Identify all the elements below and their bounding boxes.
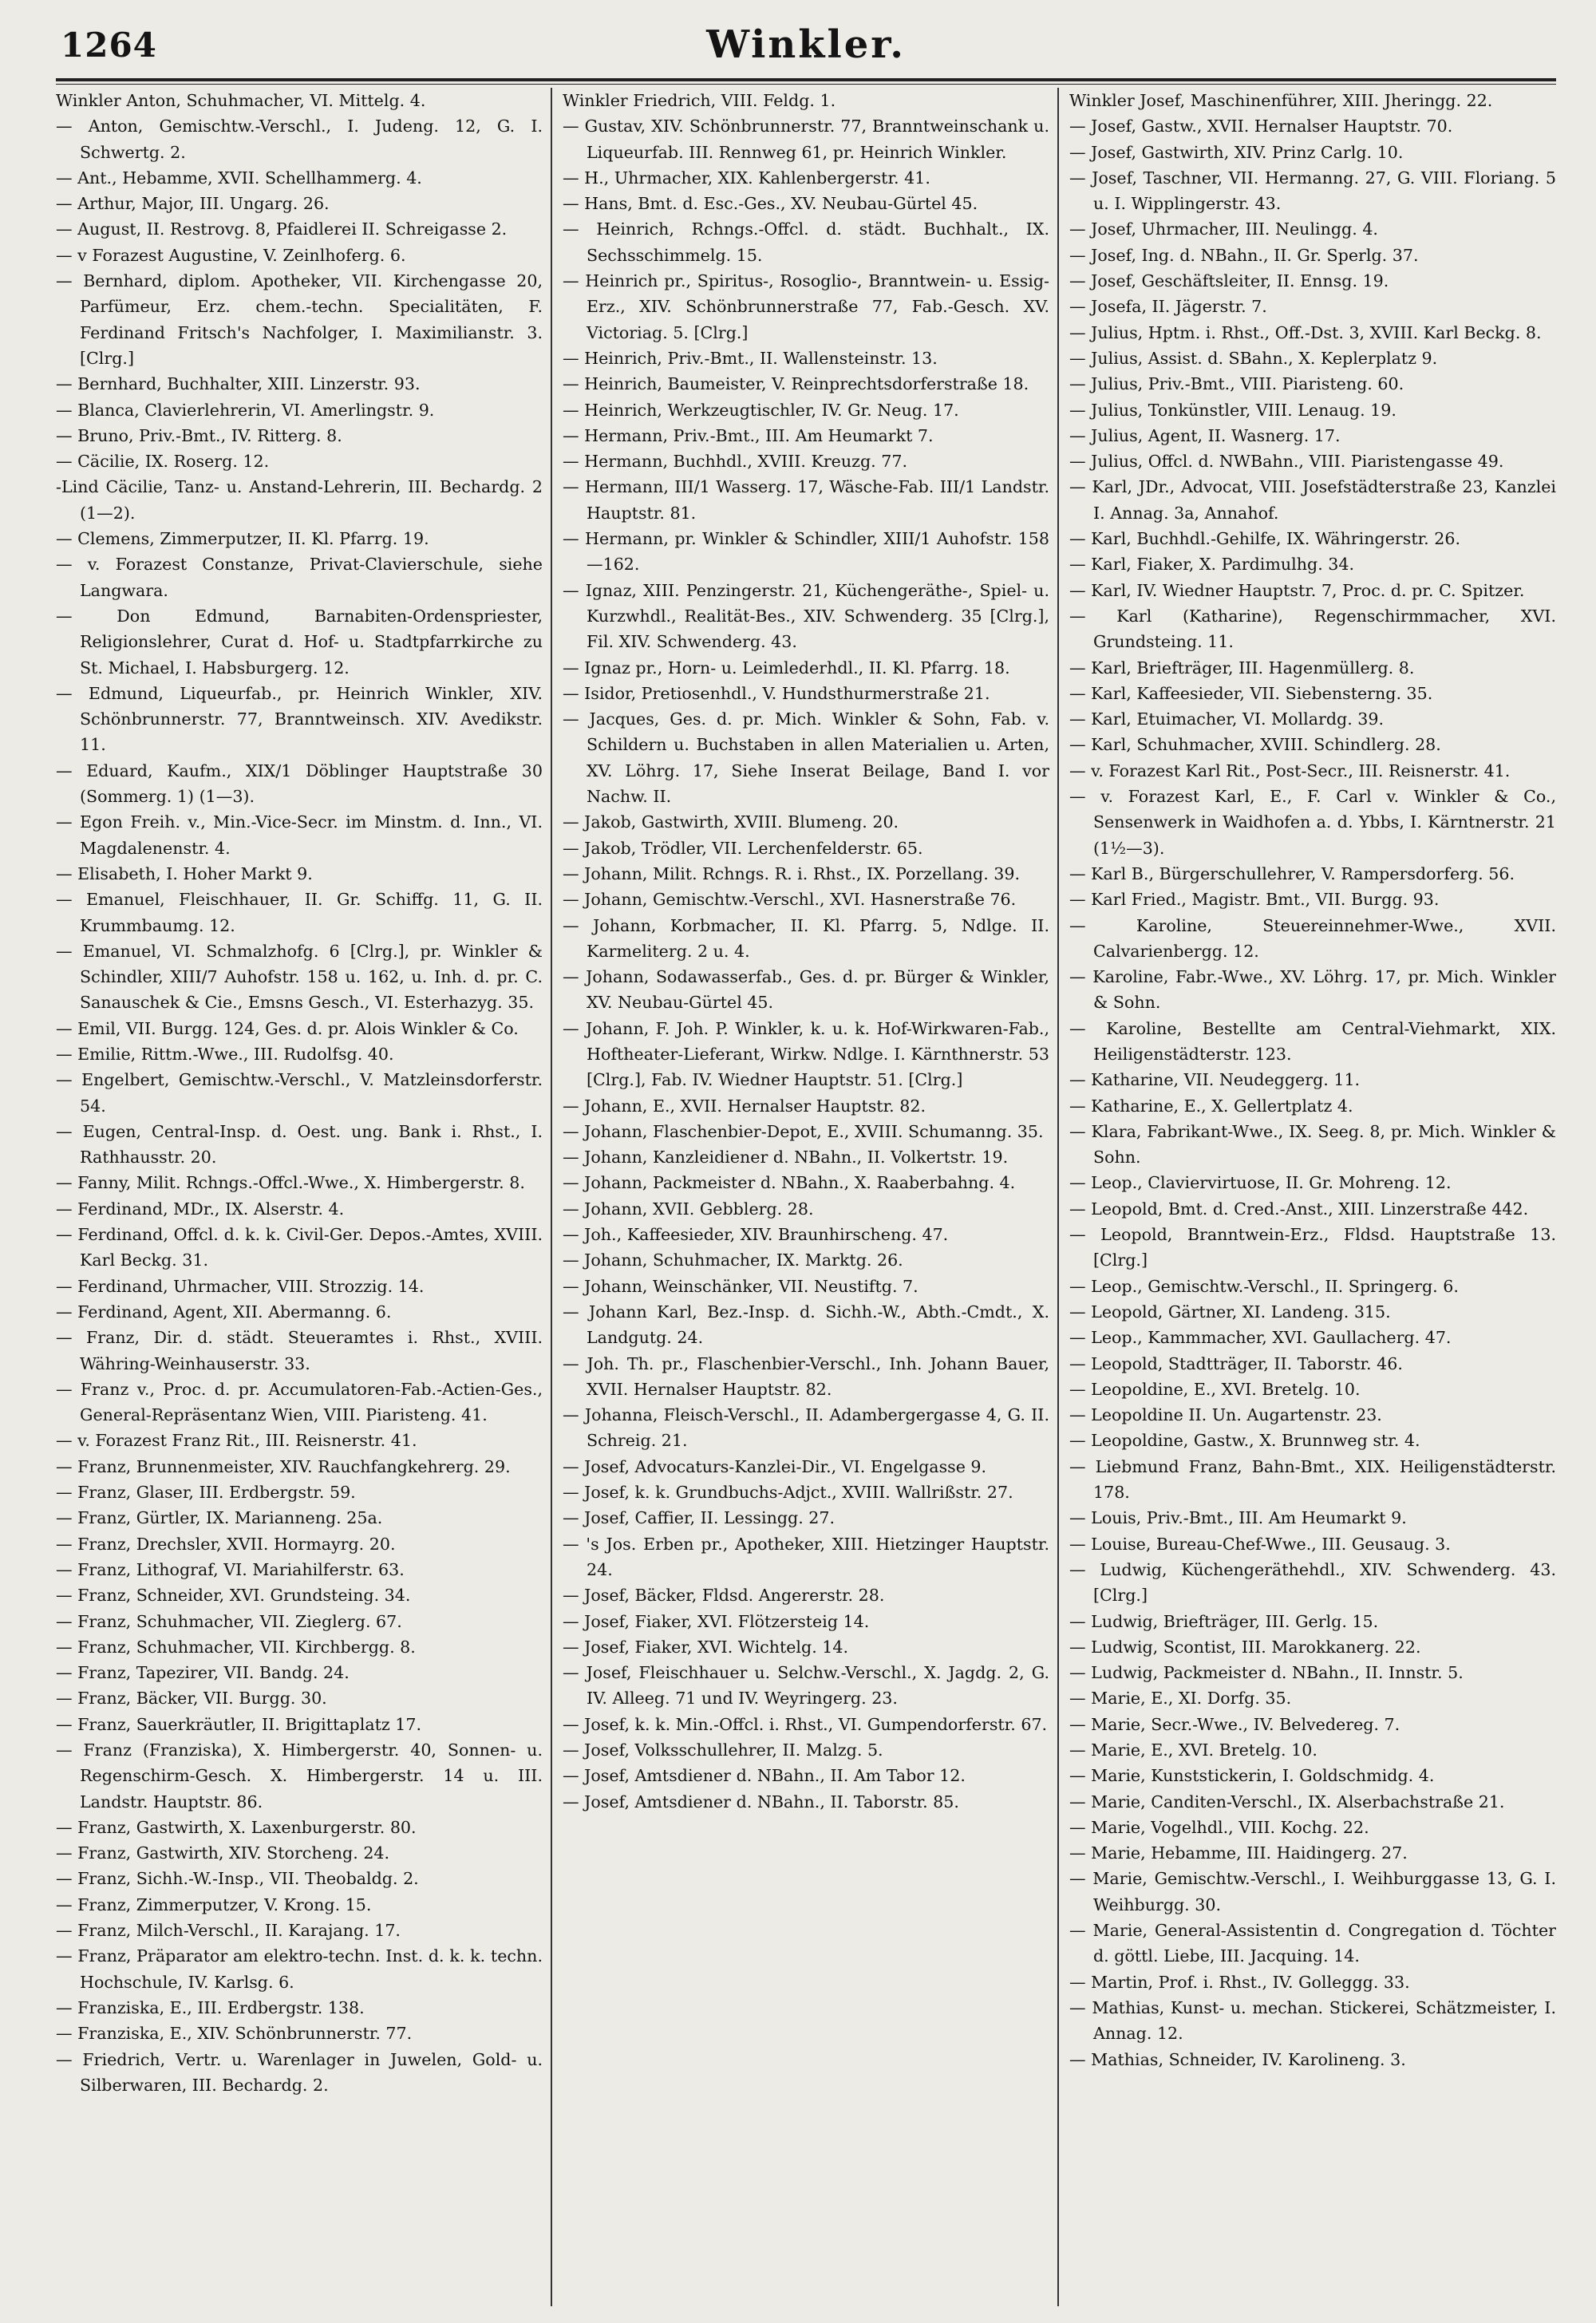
directory-entry: — Emil, VII. Burgg. 124, Ges. d. pr. Alois Winkler & Co. (56, 1018, 519, 1038)
directory-entry: — Josef, Caffier, II. Lessingg. 27. (563, 1508, 836, 1528)
directory-entry: — Leopoldine, E., XVI. Bretelg. 10. (1069, 1379, 1361, 1399)
directory-entry: — Franziska, E., III. Erdbergstr. 138. (56, 1997, 365, 2017)
directory-entry: Winkler Anton, Schuhmacher, VI. Mittelg. 4. (56, 91, 426, 110)
directory-entry: — Josef, k. k. Grundbuchs-Adjct., XVIII. Wallrißstr. 27. (563, 1483, 1013, 1503)
directory-entry: — Franz, Brunnenmeister, XIV. Rauchfangkehrerg. 29. (56, 1456, 511, 1476)
directory-entry: — Franz, Lithograf, VI. Mariahilferstr. 63. (56, 1559, 405, 1579)
directory-entry: — Emanuel, VI. Schmalzhofg. 6 [Clrg.], pr. Winkler & Schindler, XIII/7 Auhofstr. 158 u. 162, u. Inh. d. pr. C. Sanauschek & Cie., Emsns Gesch., VI. Esterhazyg. 35. (56, 941, 543, 1013)
directory-entry: — Jacques, Ges. d. pr. Mich. Winkler & Sohn, Fab. v. Schildern u. Buchstaben in allen Materialien u. Arten, XV. Löhrg. 17, Siehe Inserat Beilage, Band I. vor Nachw. II. (563, 709, 1049, 807)
directory-entry: — v. Forazest Karl Rit., Post-Secr., III. Reisnerstr. 41. (1069, 761, 1511, 780)
directory-entry: — Bernhard, Buchhalter, XIII. Linzerstr. 93. (56, 374, 421, 394)
directory-entry: — Ferdinand, Uhrmacher, VIII. Strozzig. 14. (56, 1276, 425, 1296)
directory-entry: — Ferdinand, MDr., IX. Alserstr. 4. (56, 1199, 345, 1219)
directory-entry: — Franz, Sauerkräutler, II. Brigittaplatz 17. (56, 1714, 422, 1734)
directory-entry: — Leopoldine II. Un. Augartenstr. 23. (1069, 1405, 1382, 1425)
directory-entry: — Franz, Drechsler, XVII. Hormayrg. 20. (56, 1534, 396, 1554)
directory-entry: — Josef, Geschäftsleiter, II. Ennsg. 19. (1069, 271, 1389, 291)
column-1 (56, 88, 543, 2306)
directory-entry: — Bruno, Priv.-Bmt., IV. Ritterg. 8. (56, 425, 342, 445)
directory-entry: — Heinrich pr., Spiritus-, Rosoglio-, Branntwein- u. Essig-Erz., XIV. Schönbrunnerstraße 77, Fab.-Gesch. XV. Victoriag. 5. [Clrg.] (563, 271, 1049, 342)
directory-entry: — Mathias, Kunst- u. mechan. Stickerei, Schätzmeister, I. Annag. 12. (1069, 1997, 1556, 2044)
directory-entry: — H., Uhrmacher, XIX. Kahlenbergerstr. 41. (563, 168, 930, 188)
directory-entry: — Johann, Flaschenbier-Depot, E., XVIII. Schumanng. 35. (563, 1121, 1044, 1141)
directory-entry: — Franz, Schuhmacher, VII. Kirchbergg. 8. (56, 1637, 416, 1657)
directory-entry: — Franz, Zimmerputzer, V. Krong. 15. (56, 1894, 372, 1914)
directory-entry: — Franz, Schneider, XVI. Grundsteing. 34. (56, 1586, 411, 1606)
directory-entry: — Josef, Gastwirth, XIV. Prinz Carlg. 10. (1069, 142, 1404, 162)
directory-entry: — Josef, Amtsdiener d. NBahn., II. Taborstr. 85. (563, 1792, 959, 1811)
directory-entry: — Louis, Priv.-Bmt., III. Am Heumarkt 9. (1069, 1508, 1407, 1528)
directory-entry: — Leopold, Gärtner, XI. Landeng. 315. (1069, 1302, 1391, 1322)
directory-entry: — Joh. Th. pr., Flaschenbier-Verschl., Inh. Johann Bauer, XVII. Hernalser Hauptstr. 82. (563, 1353, 1049, 1399)
directory-entry: — Engelbert, Gemischtw.-Verschl., V. Matzleinsdorferstr. 54. (56, 1070, 543, 1116)
column-3 (1069, 88, 1556, 2306)
directory-entry: — Julius, Agent, II. Wasnerg. 17. (1069, 425, 1341, 445)
directory-entry: — Ignaz, XIII. Penzingerstr. 21, Küchengeräthe-, Spiel- u. Kurzwhdl., Realität-Bes., XIV. Schwenderg. 35 [Clrg.], Fil. XIV. Schwenderg. 43. (563, 580, 1049, 652)
directory-entry: — Ferdinand, Agent, XII. Abermanng. 6. (56, 1302, 392, 1322)
directory-entry: — Karl, Buchhdl.-Gehilfe, IX. Währingerstr. 26. (1069, 529, 1461, 549)
directory-entry: — Anton, Gemischtw.-Verschl., I. Judeng. 12, G. I. Schwertg. 2. (56, 117, 543, 162)
directory-entry: — Isidor, Pretiosenhdl., V. Hundsthurmerstraße 21. (563, 683, 990, 703)
directory-entry: — Johann, F. Joh. P. Winkler, k. u. k. Hof-Wirkwaren-Fab., Hoftheater-Lieferant, Wirkw. Ndlge. I. Kärnthnerstr. 53 [Clrg.], Fab. IV. Wiedner Hauptstr. 51. [Clrg.] (563, 1018, 1049, 1090)
directory-entry: — v. Forazest Constanze, Privat-Clavierschule, siehe Langwara. (56, 555, 543, 600)
directory-entry: — Leop., Kammmacher, XVI. Gaullacherg. 47. (1069, 1328, 1452, 1348)
directory-entry: Winkler Josef, Maschinenführer, XIII. Jheringg. 22. (1069, 91, 1493, 110)
directory-entry: — Leop., Gemischtw.-Verschl., II. Springerg. 6. (1069, 1276, 1459, 1296)
directory-entry: — Liebmund Franz, Bahn-Bmt., XIX. Heiligenstädterstr. 178. (1069, 1456, 1556, 1503)
directory-entry: — Marie, Kunststickerin, I. Goldschmidg. 4. (1069, 1766, 1435, 1786)
directory-entry: — Karl, Kaffeesieder, VII. Siebensterng. 35. (1069, 683, 1433, 703)
directory-entry: — Franz, Schuhmacher, VII. Zieglerg. 67. (56, 1611, 402, 1631)
directory-entry: — Johann, Korbmacher, II. Kl. Pfarrg. 5, Ndlge. II. Karmeliterg. 2 u. 4. (563, 915, 1049, 961)
directory-entry: — Karl (Katharine), Regenschirmmacher, XVI. Grundsteing. 11. (1069, 606, 1556, 652)
directory-entry: — Josef, Fiaker, XVI. Flötzersteig 14. (563, 1611, 870, 1631)
directory-entry: — Cäcilie, IX. Roserg. 12. (56, 452, 270, 472)
directory-entry: — Katharine, VII. Neudeggerg. 11. (1069, 1070, 1361, 1090)
column-2 (563, 88, 1049, 2306)
directory-entry: — Karl B., Bürgerschullehrer, V. Rampersdorferg. 56. (1069, 863, 1515, 883)
directory-entry: — Jakob, Gastwirth, XVIII. Blumeng. 20. (563, 812, 899, 832)
directory-entry: — Julius, Hptm. i. Rhst., Off.-Dst. 3, XVIII. Karl Beckg. 8. (1069, 322, 1542, 342)
directory-entry: — Hans, Bmt. d. Esc.-Ges., XV. Neubau-Gürtel 45. (563, 194, 978, 214)
directory-entry: — Martin, Prof. i. Rhst., IV. Golleggg. 33. (1069, 1972, 1410, 1992)
directory-entry: — Josef, Fleischhauer u. Selchw.-Verschl., X. Jagdg. 2, G. IV. Alleeg. 71 und IV. Weyringerg. 23. (563, 1663, 1049, 1709)
directory-entry: — Leop., Claviervirtuose, II. Gr. Mohreng. 12. (1069, 1173, 1452, 1193)
directory-entry: — Heinrich, Priv.-Bmt., II. Wallensteinstr. 13. (563, 348, 938, 368)
directory-entry: — Karl, Etuimacher, VI. Mollardg. 39. (1069, 709, 1385, 729)
directory-entry: — Marie, E., XI. Dorfg. 35. (1069, 1689, 1292, 1709)
column-divider (551, 88, 552, 2306)
directory-entry: — Franz, Gastwirth, XIV. Storcheng. 24. (56, 1843, 390, 1863)
directory-entry: — Franz, Milch-Verschl., II. Karajang. 17. (56, 1921, 401, 1941)
directory-entry: — Leopold, Bmt. d. Cred.-Anst., XIII. Linzerstraße 442. (1069, 1199, 1529, 1219)
directory-entry: — Josef, Fiaker, XVI. Wichtelg. 14. (563, 1637, 849, 1657)
directory-entry: — Hermann, pr. Winkler & Schindler, XIII/1 Auhofstr. 158—162. (563, 529, 1049, 575)
directory-entry: — Elisabeth, I. Hoher Markt 9. (56, 863, 313, 883)
directory-entry: — Edmund, Liqueurfab., pr. Heinrich Winkler, XIV. Schönbrunnerstr. 77, Branntweinsch. XIV. Avedikstr. 11. (56, 683, 543, 755)
directory-entry: — Ludwig, Scontist, III. Marokkanerg. 22. (1069, 1637, 1421, 1657)
directory-entry: — Heinrich, Rchngs.-Offcl. d. städt. Buchhalt., IX. Sechsschimmelg. 15. (563, 219, 1049, 265)
directory-entry: — August, II. Restrovg. 8, Pfaidlerei II. Schreigasse 2. (56, 219, 508, 239)
directory-entry: — Marie, Canditen-Verschl., IX. Alserbachstraße 21. (1069, 1792, 1505, 1811)
directory-entry: — Heinrich, Werkzeugtischler, IV. Gr. Neug. 17. (563, 400, 959, 420)
directory-entry: — Eugen, Central-Insp. d. Oest. ung. Bank i. Rhst., I. Rathhausstr. 20. (56, 1121, 543, 1167)
directory-entry: — Franziska, E., XIV. Schönbrunnerstr. 77. (56, 2024, 413, 2044)
directory-entry: — Johann, Sodawasserfab., Ges. d. pr. Bürger & Winkler, XV. Neubau-Gürtel 45. (563, 967, 1049, 1013)
directory-entry: — v. Forazest Franz Rit., III. Reisnerstr. 41. (56, 1431, 417, 1451)
directory-entry: — Leopold, Stadtträger, II. Taborstr. 46. (1069, 1353, 1403, 1373)
directory-entry: Winkler Friedrich, VIII. Feldg. 1. (563, 91, 836, 110)
directory-entry: — Julius, Tonkünstler, VIII. Lenaug. 19. (1069, 400, 1396, 420)
directory-entry: — Franz, Präparator am elektro-techn. Inst. d. k. k. techn. Hochschule, IV. Karlsg. 6. (56, 1946, 543, 1992)
directory-entry: — Leopoldine, Gastw., X. Brunnweg str. 4. (1069, 1431, 1420, 1451)
directory-entry: — Louise, Bureau-Chef-Wwe., III. Geusaug. 3. (1069, 1534, 1451, 1554)
directory-entry: — Emilie, Rittm.-Wwe., III. Rudolfsg. 40. (56, 1044, 394, 1064)
page-number: 1264 (61, 26, 157, 65)
directory-entry: — Bernhard, diplom. Apotheker, VII. Kirchengasse 20, Parfümeur, Erz. chem.-techn. Specialitäten, F. Ferdinand Fritsch's Nachfolger, I. Maximilianstr. 3. [Clrg.] (56, 271, 543, 368)
directory-entry: — Johann, Schuhmacher, IX. Marktg. 26. (563, 1250, 903, 1270)
directory-entry: — Josef, Volksschullehrer, II. Malzg. 5. (563, 1740, 883, 1760)
directory-entry: — Josef, Taschner, VII. Hermanng. 27, G. VIII. Floriang. 5 u. I. Wipplingerstr. 43. (1069, 168, 1556, 214)
directory-entry: — Johann, Gemischtw.-Verschl., XVI. Hasnerstraße 76. (563, 890, 1017, 910)
header-rule (56, 78, 1556, 81)
directory-entry: — Joh., Kaffeesieder, XIV. Braunhirscheng. 47. (563, 1225, 949, 1245)
directory-entry: — Julius, Offcl. d. NWBahn., VIII. Piaristengasse 49. (1069, 452, 1504, 472)
directory-entry: — Josefa, II. Jägerstr. 7. (1069, 297, 1267, 317)
directory-entry: — Ferdinand, Offcl. d. k. k. Civil-Ger. Depos.-Amtes, XVIII. Karl Beckg. 31. (56, 1225, 543, 1270)
directory-entry: — Franz, Glaser, III. Erdbergstr. 59. (56, 1483, 356, 1503)
directory-entry: — Franz (Franziska), X. Himbergerstr. 40, Sonnen- u. Regenschirm-Gesch. X. Himbergerstr. 14 u. III. Landstr. Hauptstr. 86. (56, 1740, 543, 1811)
directory-entry: — Karl, Schuhmacher, XVIII. Schindlerg. 28. (1069, 735, 1441, 755)
directory-entry: — Karoline, Steuereinnehmer-Wwe., XVII. Calvarienbergg. 12. (1069, 915, 1556, 961)
directory-entry: — Marie, General-Assistentin d. Congregation d. Töchter d. göttl. Liebe, III. Jacquing. 14. (1069, 1921, 1556, 1966)
directory-entry: — Josef, Advocaturs-Kanzlei-Dir., VI. Engelgasse 9. (563, 1456, 987, 1476)
directory-entry: — Eduard, Kaufm., XIX/1 Döblinger Hauptstraße 30 (Sommerg. 1) (1—3). (56, 761, 543, 807)
directory-entry: — Gustav, XIV. Schönbrunnerstr. 77, Branntweinschank u. Liqueurfab. III. Rennweg 61, pr. Heinrich Winkler. (563, 117, 1049, 162)
directory-entry: — Johann, Milit. Rchngs. R. i. Rhst., IX. Porzellang. 39. (563, 863, 1021, 883)
directory-entry: — Johann Karl, Bez.-Insp. d. Sichh.-W., Abth.-Cmdt., X. Landgutg. 24. (563, 1302, 1049, 1348)
directory-entry: — Josef, Gastw., XVII. Hernalser Hauptstr. 70. (1069, 117, 1453, 136)
directory-entry: — Mathias, Schneider, IV. Karolineng. 3. (1069, 2049, 1406, 2069)
directory-entry: — Karl, IV. Wiedner Hauptstr. 7, Proc. d. pr. C. Spitzer. (1069, 580, 1525, 600)
directory-columns (56, 88, 1556, 2306)
directory-entry: — Johann, XVII. Gebblerg. 28. (563, 1199, 814, 1219)
directory-entry: -Lind Cäcilie, Tanz- u. Anstand-Lehrerin, III. Bechardg. 2 (1—2). (56, 477, 543, 523)
directory-entry: — Ignaz pr., Horn- u. Leimlederhdl., II. Kl. Pfarrg. 18. (563, 658, 1010, 678)
directory-entry: — Josef, k. k. Min.-Offcl. i. Rhst., VI. Gumpendorferstr. 67. (563, 1714, 1048, 1734)
directory-entry: — Julius, Priv.-Bmt., VIII. Piaristeng. 60. (1069, 374, 1404, 394)
directory-entry: — Ludwig, Briefträger, III. Gerlg. 15. (1069, 1611, 1379, 1631)
directory-entry: — Hermann, III/1 Wasserg. 17, Wäsche-Fab. III/1 Landstr. Hauptstr. 81. (563, 477, 1049, 523)
directory-entry: — Franz, Tapezirer, VII. Bandg. 24. (56, 1663, 350, 1683)
page-title: Winkler. (706, 22, 906, 67)
directory-entry: — Marie, Vogelhdl., VIII. Kochg. 22. (1069, 1817, 1369, 1837)
directory-entry: — Hermann, Buchhdl., XVIII. Kreuzg. 77. (563, 452, 908, 472)
column-divider (1057, 88, 1059, 2306)
directory-entry: — Josef, Amtsdiener d. NBahn., II. Am Tabor 12. (563, 1766, 966, 1786)
directory-entry: — Arthur, Major, III. Ungarg. 26. (56, 194, 330, 214)
directory-entry: — Marie, Hebamme, III. Haidingerg. 27. (1069, 1843, 1408, 1863)
directory-entry: — v Forazest Augustine, V. Zeinlhoferg. 6. (56, 245, 406, 265)
directory-entry: — Franz, Gürtler, IX. Marianneng. 25a. (56, 1508, 383, 1528)
directory-entry: — Karl, JDr., Advocat, VIII. Josefstädterstraße 23, Kanzlei I. Annag. 3a, Annahof. (1069, 477, 1556, 523)
directory-entry: — Franz, Gastwirth, X. Laxenburgerstr. 80. (56, 1817, 417, 1837)
directory-entry: — Marie, Gemischtw.-Verschl., I. Weihburggasse 13, G. I. Weihburgg. 30. (1069, 1869, 1556, 1914)
directory-entry: — Franz, Dir. d. städt. Steueramtes i. Rhst., XVIII. Währing-Weinhauserstr. 33. (56, 1328, 543, 1373)
directory-entry: — Franz v., Proc. d. pr. Accumulatoren-Fab.-Actien-Ges., General-Repräsentanz Wien, VIII. Piaristeng. 41. (56, 1379, 543, 1425)
directory-entry: — Ludwig, Küchengeräthehdl., XIV. Schwenderg. 43. [Clrg.] (1069, 1559, 1556, 1606)
directory-entry: — Heinrich, Baumeister, V. Reinprechtsdorferstraße 18. (563, 374, 1029, 394)
directory-entry: — Karoline, Fabr.-Wwe., XV. Löhrg. 17, pr. Mich. Winkler & Sohn. (1069, 967, 1556, 1013)
directory-entry: — Katharine, E., X. Gellertplatz 4. (1069, 1096, 1353, 1116)
directory-entry: — Klara, Fabrikant-Wwe., IX. Seeg. 8, pr. Mich. Winkler & Sohn. (1069, 1121, 1556, 1167)
directory-entry: — Johann, Weinschänker, VII. Neustiftg. 7. (563, 1276, 918, 1296)
directory-entry: — v. Forazest Karl, E., F. Carl v. Winkler & Co., Sensenwerk in Waidhofen a. d. Ybbs, I. Kärntnerstr. 21 (1½—3). (1069, 787, 1556, 858)
directory-entry: — Egon Freih. v., Min.-Vice-Secr. im Minstm. d. Inn., VI. Magdalenenstr. 4. (56, 812, 543, 858)
directory-entry: — Josef, Bäcker, Fldsd. Angererstr. 28. (563, 1586, 885, 1606)
directory-entry: — Emanuel, Fleischhauer, II. Gr. Schiffg. 11, G. II. Krummbaumg. 12. (56, 890, 543, 935)
directory-entry: — Friedrich, Vertr. u. Warenlager in Juwelen, Gold- u. Silberwaren, III. Bechardg. 2. (56, 2049, 543, 2095)
directory-entry: — Karl Fried., Magistr. Bmt., VII. Burgg. 93. (1069, 890, 1440, 910)
directory-entry: — Don Edmund, Barnabiten-Ordenspriester, Religionslehrer, Curat d. Hof- u. Stadtpfarrkirche zu St. Michael, I. Habsburgerg. 12. (56, 606, 543, 678)
directory-entry: — Josef, Ing. d. NBahn., II. Gr. Sperlg. 37. (1069, 245, 1419, 265)
directory-entry: — Franz, Sichh.-W.-Insp., VII. Theobaldg. 2. (56, 1869, 419, 1889)
directory-entry: — Karoline, Bestellte am Central-Viehmarkt, XIX. Heiligenstädterstr. 123. (1069, 1018, 1556, 1064)
directory-entry: — Johanna, Fleisch-Verschl., II. Adambergergasse 4, G. II. Schreig. 21. (563, 1405, 1049, 1451)
directory-entry: — Fanny, Milit. Rchngs.-Offcl.-Wwe., X. Himbergerstr. 8. (56, 1173, 525, 1193)
directory-entry: — Karl, Briefträger, III. Hagenmüllerg. 8. (1069, 658, 1415, 678)
directory-entry: — Blanca, Clavierlehrerin, VI. Amerlingstr. 9. (56, 400, 435, 420)
directory-entry: — Karl, Fiaker, X. Pardimulhg. 34. (1069, 555, 1355, 575)
directory-entry: — Leopold, Branntwein-Erz., Fldsd. Hauptstraße 13. [Clrg.] (1069, 1225, 1556, 1270)
directory-entry: — Clemens, Zimmerputzer, II. Kl. Pfarrg. 19. (56, 529, 429, 549)
directory-entry: — Hermann, Priv.-Bmt., III. Am Heumarkt 7. (563, 425, 934, 445)
directory-entry: — Josef, Uhrmacher, III. Neulingg. 4. (1069, 219, 1378, 239)
directory-entry: — Jakob, Trödler, VII. Lerchenfelderstr. 65. (563, 838, 923, 858)
header-rule-thin (56, 84, 1556, 85)
directory-entry: — Johann, Packmeister d. NBahn., X. Raaberbahng. 4. (563, 1173, 1016, 1193)
directory-entry: — Franz, Bäcker, VII. Burgg. 30. (56, 1689, 327, 1709)
directory-entry: — 's Jos. Erben pr., Apotheker, XIII. Hietzinger Hauptstr. 24. (563, 1534, 1049, 1579)
directory-entry: — Ant., Hebamme, XVII. Schellhammerg. 4. (56, 168, 422, 188)
directory-entry: — Julius, Assist. d. SBahn., X. Keplerplatz 9. (1069, 348, 1438, 368)
directory-entry: — Johann, Kanzleidiener d. NBahn., II. Volkertstr. 19. (563, 1148, 1009, 1167)
directory-entry: — Marie, Secr.-Wwe., IV. Belvedereg. 7. (1069, 1714, 1400, 1734)
directory-entry: — Ludwig, Packmeister d. NBahn., II. Innstr. 5. (1069, 1663, 1464, 1683)
directory-entry: — Marie, E., XVI. Bretelg. 10. (1069, 1740, 1317, 1760)
directory-entry: — Johann, E., XVII. Hernalser Hauptstr. 82. (563, 1096, 926, 1116)
page-header (56, 18, 1556, 73)
